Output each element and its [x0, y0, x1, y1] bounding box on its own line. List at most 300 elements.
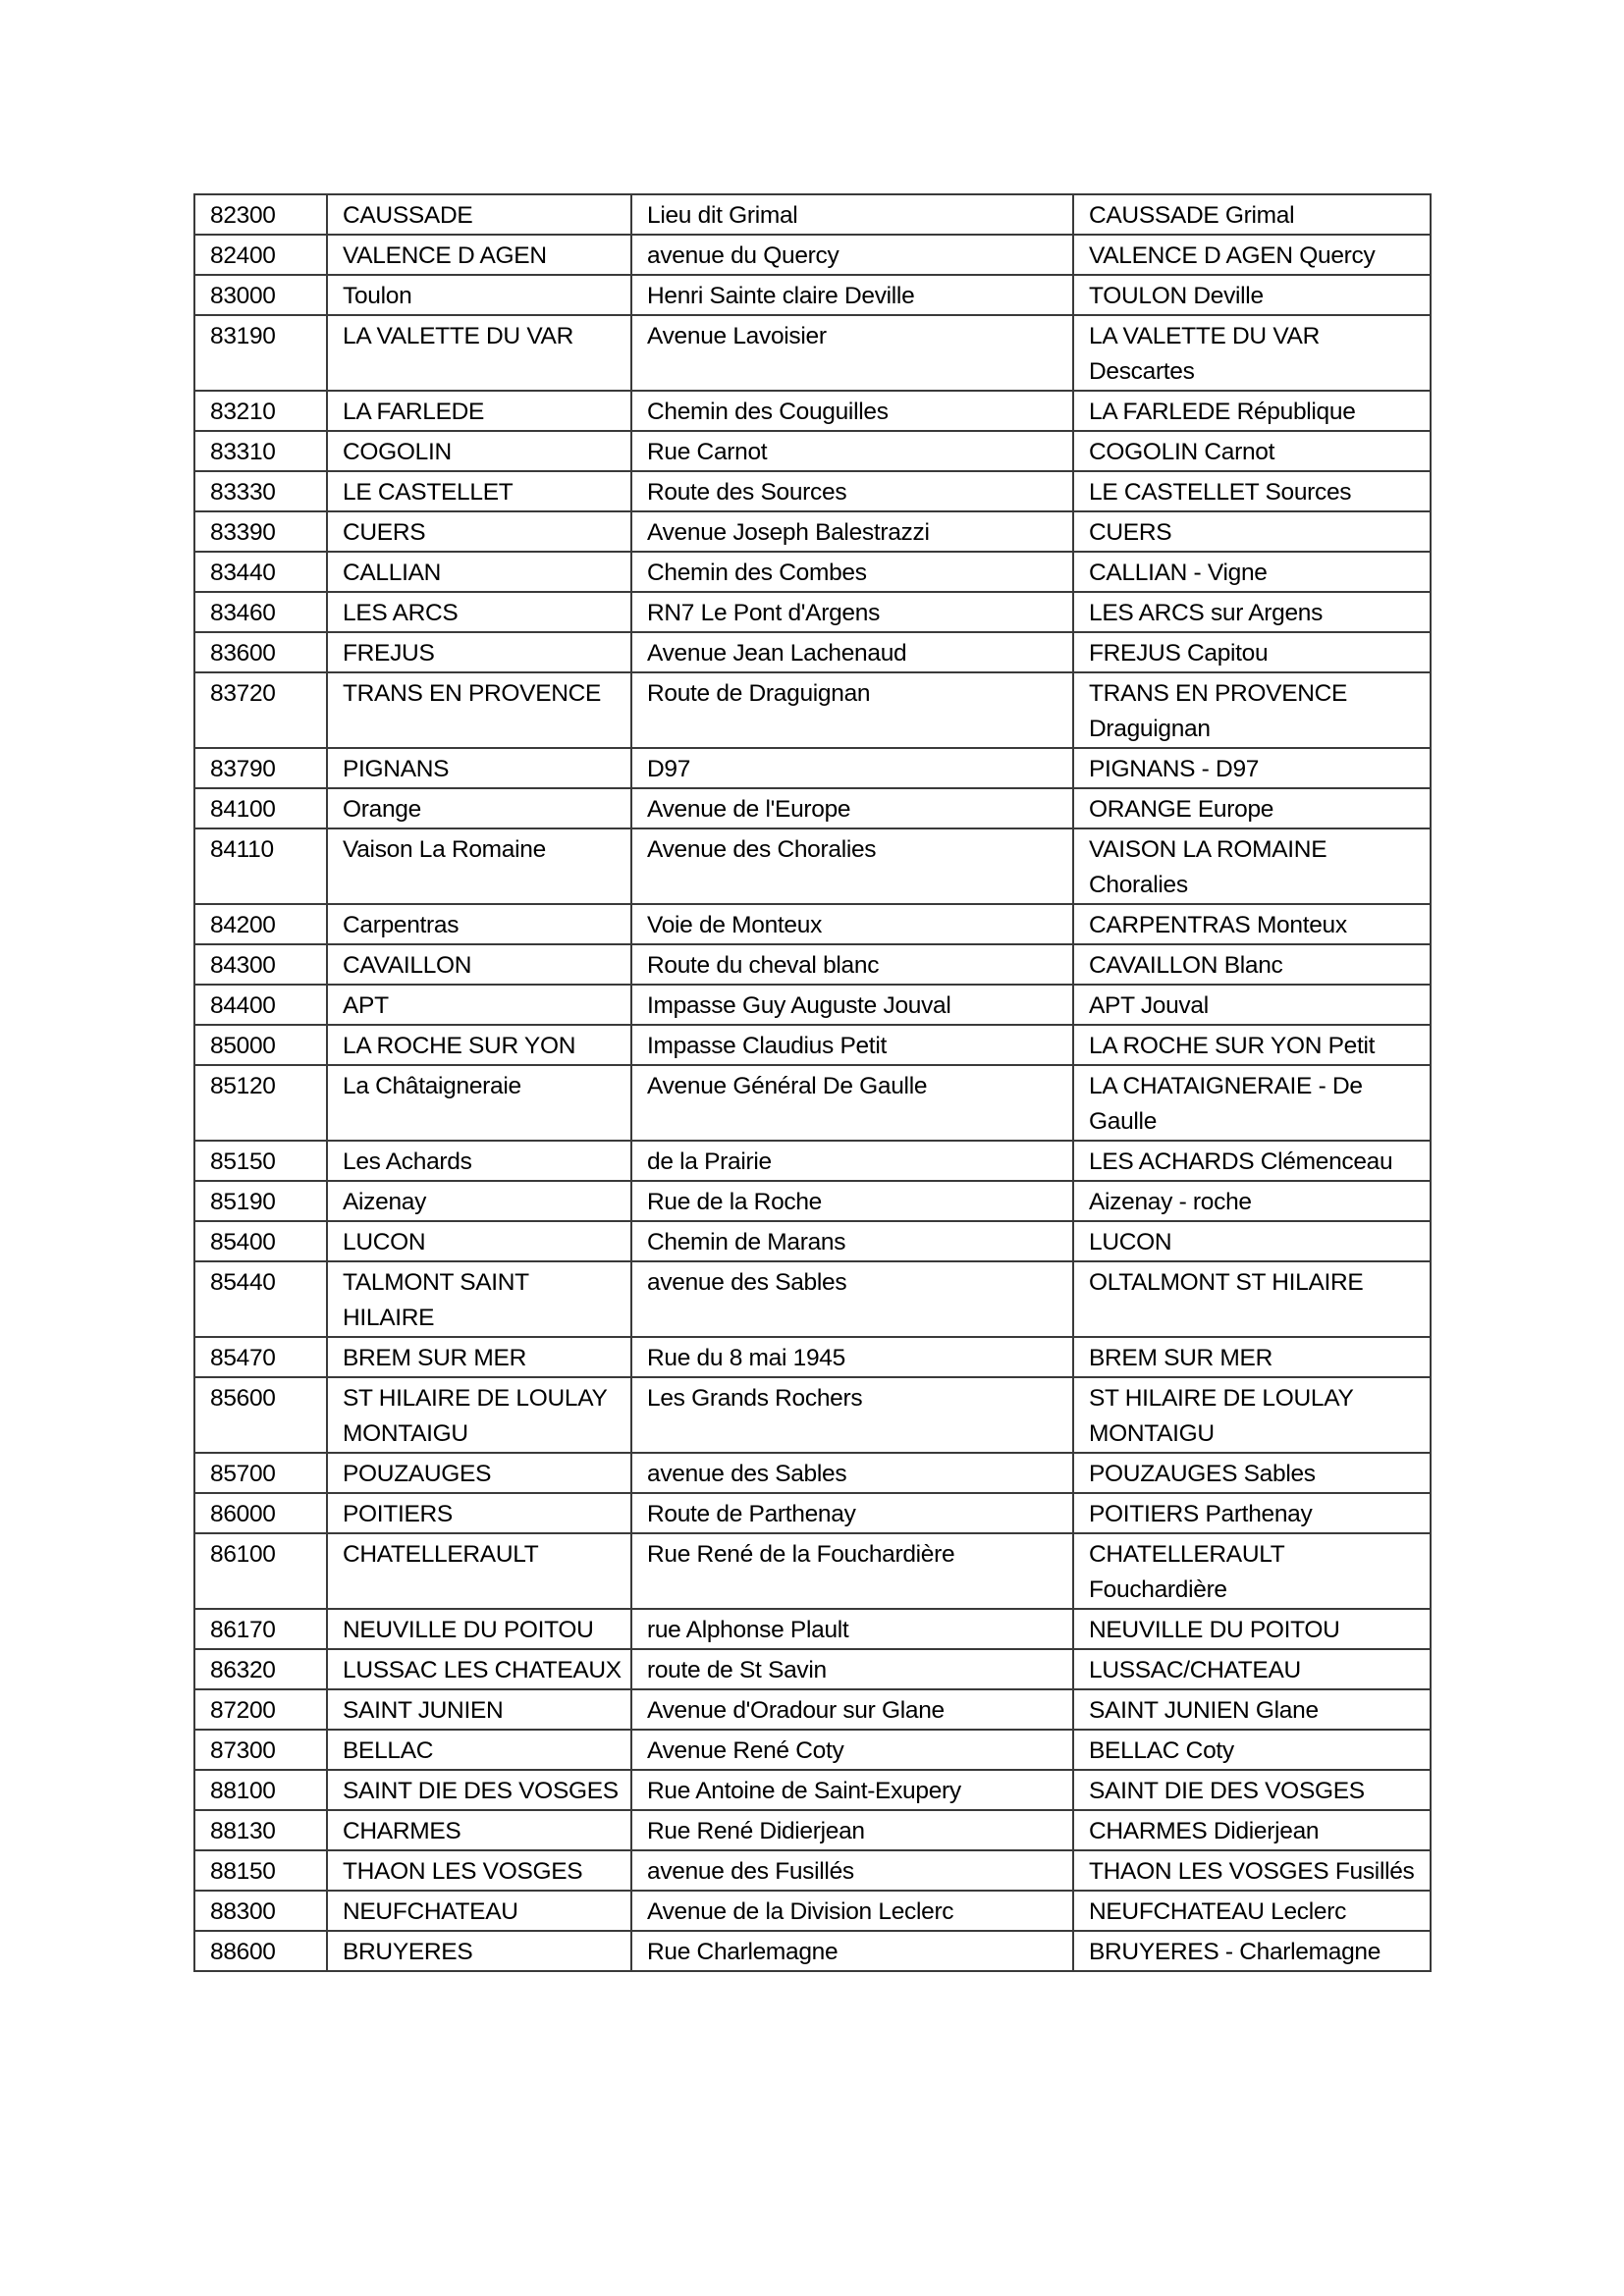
site-name-cell [1073, 1025, 1431, 1065]
postal-code-cell-text: 85190 [210, 1189, 276, 1215]
city-cell [327, 1377, 631, 1453]
site-name-cell [1073, 1337, 1431, 1377]
street-cell [631, 904, 1073, 944]
street-cell-text: Les Grands Rochers [647, 1385, 863, 1412]
city-cell [327, 1261, 631, 1337]
street-cell [631, 985, 1073, 1025]
postal-code-cell [194, 1533, 327, 1609]
city-cell [327, 944, 631, 985]
postal-code-cell [194, 1730, 327, 1770]
site-name-cell [1073, 471, 1431, 511]
postal-code-cell-text: 88130 [210, 1818, 276, 1844]
street-cell-text: Route du cheval blanc [647, 952, 880, 979]
city-cell [327, 235, 631, 275]
street-cell-text: Rue Antoine de Saint-Exupery [647, 1778, 961, 1804]
city-cell [327, 275, 631, 315]
postal-code-cell-text: 85400 [210, 1229, 276, 1255]
city-cell-text: CHARMES [343, 1818, 461, 1844]
city-cell [327, 592, 631, 632]
street-cell [631, 315, 1073, 391]
street-cell [631, 632, 1073, 672]
site-name-cell [1073, 1533, 1431, 1609]
postal-code-cell-text: 85470 [210, 1345, 276, 1371]
postal-code-cell-text: 88300 [210, 1898, 276, 1925]
site-name-cell [1073, 788, 1431, 828]
street-cell [631, 1181, 1073, 1221]
city-cell [327, 391, 631, 431]
street-cell [631, 471, 1073, 511]
site-name-cell [1073, 904, 1431, 944]
city-cell-text: BELLAC [343, 1737, 434, 1764]
site-name-cell-text: BRUYERES - Charlemagne [1089, 1939, 1381, 1965]
table-row [194, 1141, 1431, 1181]
site-name-cell-text: LUSSAC/CHATEAU [1089, 1657, 1301, 1683]
site-name-cell-text: CUERS [1089, 519, 1172, 546]
site-name-cell-text: LA CHATAIGNERAIE - De Gaulle [1089, 1073, 1363, 1135]
table-row [194, 1770, 1431, 1810]
street-cell [631, 944, 1073, 985]
postal-code-cell-text: 85440 [210, 1269, 276, 1296]
table-row [194, 632, 1431, 672]
postal-code-cell [194, 1065, 327, 1141]
table-row [194, 788, 1431, 828]
site-name-cell-text: POUZAUGES Sables [1089, 1461, 1316, 1487]
postal-code-cell-text: 85700 [210, 1461, 276, 1487]
city-cell [327, 1609, 631, 1649]
city-cell-text: CUERS [343, 519, 426, 546]
city-cell [327, 1649, 631, 1689]
table-row [194, 672, 1431, 748]
city-cell-text: FREJUS [343, 640, 435, 667]
site-name-cell-text: TRANS EN PROVENCE Draguignan [1089, 680, 1348, 742]
street-cell-text: Chemin des Couguilles [647, 399, 889, 425]
city-cell-text: LES ARCS [343, 600, 459, 626]
street-cell-text: Lieu dit Grimal [647, 202, 798, 229]
table-row [194, 1025, 1431, 1065]
site-name-cell [1073, 1141, 1431, 1181]
table-row [194, 1221, 1431, 1261]
table-row [194, 1181, 1431, 1221]
city-cell [327, 471, 631, 511]
table-row [194, 391, 1431, 431]
street-cell-text: Route des Sources [647, 479, 847, 506]
city-cell [327, 194, 631, 235]
city-cell-text: THAON LES VOSGES [343, 1858, 583, 1885]
street-cell [631, 1609, 1073, 1649]
table-row [194, 904, 1431, 944]
street-cell-text: Avenue Joseph Balestrazzi [647, 519, 930, 546]
street-cell-text: Voie de Monteux [647, 912, 823, 938]
site-name-cell-text: TOULON Deville [1089, 283, 1264, 309]
site-name-cell [1073, 194, 1431, 235]
city-cell [327, 788, 631, 828]
street-cell-text: Avenue Général De Gaulle [647, 1073, 928, 1099]
city-cell [327, 828, 631, 904]
site-name-cell [1073, 1891, 1431, 1931]
street-cell-text: Chemin des Combes [647, 560, 867, 586]
table-row [194, 1689, 1431, 1730]
street-cell-text: Rue Carnot [647, 439, 768, 465]
site-name-cell-text: ST HILAIRE DE LOULAY MONTAIGU [1089, 1385, 1354, 1447]
street-cell [631, 748, 1073, 788]
street-cell-text: D97 [647, 756, 691, 782]
city-cell-text: COGOLIN [343, 439, 452, 465]
table-row [194, 1261, 1431, 1337]
street-cell-text: Rue du 8 mai 1945 [647, 1345, 845, 1371]
table-row [194, 1730, 1431, 1770]
site-name-cell-text: CHARMES Didierjean [1089, 1818, 1320, 1844]
site-name-cell-text: SAINT JUNIEN Glane [1089, 1697, 1319, 1724]
street-cell-text: Impasse Guy Auguste Jouval [647, 992, 951, 1019]
city-cell [327, 1533, 631, 1609]
postal-code-cell-text: 83190 [210, 323, 276, 349]
city-cell [327, 1770, 631, 1810]
site-name-cell-text: POITIERS Parthenay [1089, 1501, 1313, 1527]
street-cell-text: de la Prairie [647, 1148, 772, 1175]
site-name-cell-text: PIGNANS - D97 [1089, 756, 1260, 782]
site-name-cell-text: OLTALMONT ST HILAIRE [1089, 1269, 1364, 1296]
street-cell-text: Route de Draguignan [647, 680, 871, 707]
postal-code-cell-text: 88600 [210, 1939, 276, 1965]
city-cell [327, 552, 631, 592]
street-cell [631, 672, 1073, 748]
street-cell-text: Avenue de la Division Leclerc [647, 1898, 954, 1925]
city-cell-text: CALLIAN [343, 560, 442, 586]
postal-code-cell-text: 88150 [210, 1858, 276, 1885]
street-cell [631, 511, 1073, 552]
table-row [194, 1453, 1431, 1493]
postal-code-cell [194, 552, 327, 592]
site-name-cell [1073, 1850, 1431, 1891]
site-name-cell [1073, 672, 1431, 748]
site-name-cell [1073, 944, 1431, 985]
site-name-cell-text: NEUFCHATEAU Leclerc [1089, 1898, 1347, 1925]
city-cell [327, 904, 631, 944]
city-cell [327, 1453, 631, 1493]
site-name-cell-text: CHATELLERAULT Fouchardière [1089, 1541, 1284, 1603]
site-name-cell-text: BELLAC Coty [1089, 1737, 1234, 1764]
street-cell [631, 1689, 1073, 1730]
city-cell-text: LA VALETTE DU VAR [343, 323, 573, 349]
street-cell-text: avenue du Quercy [647, 242, 839, 269]
table-row [194, 431, 1431, 471]
postal-code-cell-text: 84400 [210, 992, 276, 1019]
street-cell [631, 1730, 1073, 1770]
street-cell-text: Rue René de la Fouchardière [647, 1541, 955, 1568]
postal-code-cell [194, 315, 327, 391]
site-name-cell [1073, 315, 1431, 391]
street-cell [631, 235, 1073, 275]
street-cell [631, 1141, 1073, 1181]
postal-code-cell-text: 86170 [210, 1617, 276, 1643]
postal-code-cell [194, 1850, 327, 1891]
postal-code-cell-text: 83330 [210, 479, 276, 506]
street-cell-text: avenue des Sables [647, 1461, 847, 1487]
site-name-cell [1073, 1065, 1431, 1141]
site-name-cell-text: CARPENTRAS Monteux [1089, 912, 1347, 938]
city-cell [327, 1221, 631, 1261]
site-name-cell [1073, 552, 1431, 592]
postal-code-cell-text: 85150 [210, 1148, 276, 1175]
postal-code-cell-text: 85600 [210, 1385, 276, 1412]
street-cell [631, 194, 1073, 235]
postal-code-cell [194, 194, 327, 235]
table-row [194, 1931, 1431, 1971]
city-cell [327, 1931, 631, 1971]
table-row [194, 592, 1431, 632]
street-cell [631, 1931, 1073, 1971]
street-cell [631, 1770, 1073, 1810]
street-cell-text: avenue des Sables [647, 1269, 847, 1296]
city-cell-text: SAINT DIE DES VOSGES [343, 1778, 619, 1804]
city-cell [327, 748, 631, 788]
postal-code-cell [194, 748, 327, 788]
site-name-cell [1073, 748, 1431, 788]
table-row [194, 1609, 1431, 1649]
postal-code-cell [194, 592, 327, 632]
postal-code-cell [194, 1337, 327, 1377]
table-row [194, 1337, 1431, 1377]
postal-code-cell [194, 1181, 327, 1221]
city-cell [327, 1891, 631, 1931]
postal-code-cell [194, 985, 327, 1025]
city-cell-text: LA ROCHE SUR YON [343, 1033, 576, 1059]
table-row [194, 1533, 1431, 1609]
postal-code-cell [194, 1609, 327, 1649]
postal-code-cell [194, 431, 327, 471]
table-row [194, 1377, 1431, 1453]
street-cell-text: Avenue d'Oradour sur Glane [647, 1697, 945, 1724]
site-name-cell-text: CAVAILLON Blanc [1089, 952, 1283, 979]
postal-code-cell-text: 83440 [210, 560, 276, 586]
city-cell-text: Aizenay [343, 1189, 427, 1215]
site-name-cell-text: LA VALETTE DU VAR Descartes [1089, 323, 1320, 385]
postal-code-cell [194, 1891, 327, 1931]
city-cell [327, 1025, 631, 1065]
street-cell [631, 1337, 1073, 1377]
city-cell [327, 632, 631, 672]
city-cell-text: POUZAUGES [343, 1461, 492, 1487]
street-cell [631, 1810, 1073, 1850]
site-name-cell-text: CAUSSADE Grimal [1089, 202, 1295, 229]
postal-code-cell [194, 788, 327, 828]
site-name-cell [1073, 511, 1431, 552]
site-name-cell [1073, 1931, 1431, 1971]
postal-code-cell-text: 84300 [210, 952, 276, 979]
street-cell [631, 1025, 1073, 1065]
site-name-cell-text: SAINT DIE DES VOSGES [1089, 1778, 1365, 1804]
site-name-cell [1073, 1730, 1431, 1770]
table-row [194, 1493, 1431, 1533]
city-cell-text: CAUSSADE [343, 202, 473, 229]
table-row [194, 511, 1431, 552]
street-cell [631, 828, 1073, 904]
city-cell [327, 1689, 631, 1730]
street-cell-text: Avenue Jean Lachenaud [647, 640, 907, 667]
site-name-cell [1073, 391, 1431, 431]
site-name-cell [1073, 1181, 1431, 1221]
street-cell-text: Route de Parthenay [647, 1501, 856, 1527]
site-name-cell [1073, 592, 1431, 632]
postal-code-cell-text: 87300 [210, 1737, 276, 1764]
street-cell [631, 1377, 1073, 1453]
street-cell-text: Avenue René Coty [647, 1737, 844, 1764]
postal-code-cell [194, 1453, 327, 1493]
street-cell-text: RN7 Le Pont d'Argens [647, 600, 881, 626]
site-name-cell-text: VALENCE D AGEN Quercy [1089, 242, 1376, 269]
table-row [194, 1065, 1431, 1141]
street-cell [631, 275, 1073, 315]
postal-code-cell [194, 1025, 327, 1065]
city-cell-text: NEUVILLE DU POITOU [343, 1617, 594, 1643]
street-cell-text: Rue Charlemagne [647, 1939, 839, 1965]
postal-code-cell-text: 83000 [210, 283, 276, 309]
table-row [194, 828, 1431, 904]
city-cell-text: APT [343, 992, 389, 1019]
city-cell [327, 672, 631, 748]
table-row [194, 985, 1431, 1025]
city-cell-text: CAVAILLON [343, 952, 472, 979]
postal-code-cell [194, 1931, 327, 1971]
postal-code-cell-text: 85120 [210, 1073, 276, 1099]
postal-code-cell [194, 632, 327, 672]
street-cell-text: Rue René Didierjean [647, 1818, 865, 1844]
city-cell-text: NEUFCHATEAU [343, 1898, 518, 1925]
city-cell-text: POITIERS [343, 1501, 453, 1527]
street-cell [631, 1533, 1073, 1609]
postal-code-cell [194, 944, 327, 985]
postal-code-cell-text: 87200 [210, 1697, 276, 1724]
city-cell [327, 1337, 631, 1377]
site-name-cell-text: LA FARLEDE République [1089, 399, 1356, 425]
postal-code-cell [194, 1689, 327, 1730]
city-cell [327, 315, 631, 391]
postal-code-cell [194, 672, 327, 748]
postal-code-cell [194, 1377, 327, 1453]
street-cell [631, 1221, 1073, 1261]
site-name-cell [1073, 275, 1431, 315]
city-cell [327, 1181, 631, 1221]
site-name-cell [1073, 1453, 1431, 1493]
postal-code-cell-text: 88100 [210, 1778, 276, 1804]
site-name-cell [1073, 1609, 1431, 1649]
postal-code-cell-text: 84110 [210, 836, 274, 863]
postal-code-cell-text: 85000 [210, 1033, 276, 1059]
site-name-cell-text: ORANGE Europe [1089, 796, 1274, 823]
table-row [194, 1891, 1431, 1931]
site-name-cell-text: FREJUS Capitou [1089, 640, 1269, 667]
city-cell [327, 1730, 631, 1770]
street-cell-text: route de St Savin [647, 1657, 827, 1683]
postal-code-cell [194, 1649, 327, 1689]
city-cell [327, 1850, 631, 1891]
city-cell-text: BRUYERES [343, 1939, 473, 1965]
postal-code-cell-text: 82300 [210, 202, 276, 229]
street-cell-text: Avenue Lavoisier [647, 323, 827, 349]
site-name-cell-text: THAON LES VOSGES Fusillés [1089, 1858, 1415, 1885]
street-cell [631, 592, 1073, 632]
city-cell-text: CHATELLERAULT [343, 1541, 539, 1568]
site-name-cell [1073, 1689, 1431, 1730]
postal-code-cell-text: 84200 [210, 912, 276, 938]
site-name-cell [1073, 828, 1431, 904]
table-row [194, 194, 1431, 235]
postal-code-cell [194, 275, 327, 315]
street-cell-text: Chemin de Marans [647, 1229, 846, 1255]
postal-code-cell [194, 1221, 327, 1261]
city-cell-text: PIGNANS [343, 756, 450, 782]
site-name-cell-text: BREM SUR MER [1089, 1345, 1272, 1371]
city-cell-text: ST HILAIRE DE LOULAY MONTAIGU [343, 1385, 608, 1447]
site-name-cell [1073, 1810, 1431, 1850]
table-row [194, 552, 1431, 592]
street-cell-text: rue Alphonse Plault [647, 1617, 849, 1643]
postal-code-cell [194, 1810, 327, 1850]
city-cell-text: TALMONT SAINT HILAIRE [343, 1269, 529, 1331]
city-cell-text: LE CASTELLET [343, 479, 514, 506]
street-cell-text: Avenue des Choralies [647, 836, 877, 863]
city-cell-text: LA FARLEDE [343, 399, 485, 425]
city-cell-text: LUSSAC LES CHATEAUX [343, 1657, 622, 1683]
site-name-cell-text: NEUVILLE DU POITOU [1089, 1617, 1340, 1643]
table-row [194, 1850, 1431, 1891]
site-name-cell-text: Aizenay - roche [1089, 1189, 1252, 1215]
table-row [194, 1649, 1431, 1689]
street-cell-text: avenue des Fusillés [647, 1858, 854, 1885]
street-cell [631, 1891, 1073, 1931]
street-cell-text: Henri Sainte claire Deville [647, 283, 915, 309]
site-name-cell [1073, 235, 1431, 275]
street-cell [631, 1261, 1073, 1337]
site-name-cell-text: LE CASTELLET Sources [1089, 479, 1352, 506]
postal-code-cell [194, 1493, 327, 1533]
city-cell-text: Toulon [343, 283, 412, 309]
city-cell-text: Carpentras [343, 912, 460, 938]
site-name-cell [1073, 1649, 1431, 1689]
city-cell-text: VALENCE D AGEN [343, 242, 547, 269]
city-cell [327, 1141, 631, 1181]
site-name-cell-text: LUCON [1089, 1229, 1172, 1255]
city-cell-text: BREM SUR MER [343, 1345, 526, 1371]
postal-code-cell-text: 83720 [210, 680, 276, 707]
site-name-cell-text: COGOLIN Carnot [1089, 439, 1275, 465]
postal-code-cell [194, 511, 327, 552]
postal-code-cell [194, 828, 327, 904]
postal-code-cell [194, 1770, 327, 1810]
postal-code-cell-text: 83600 [210, 640, 276, 667]
street-cell [631, 552, 1073, 592]
city-cell [327, 431, 631, 471]
city-cell-text: LUCON [343, 1229, 426, 1255]
street-cell-text: Avenue de l'Europe [647, 796, 851, 823]
street-cell [631, 1649, 1073, 1689]
table-row [194, 235, 1431, 275]
site-name-cell [1073, 632, 1431, 672]
street-cell-text: Impasse Claudius Petit [647, 1033, 887, 1059]
postal-code-cell-text: 83390 [210, 519, 276, 546]
site-name-cell-text: CALLIAN - Vigne [1089, 560, 1268, 586]
city-cell-text: Vaison La Romaine [343, 836, 546, 863]
postal-code-cell-text: 84100 [210, 796, 276, 823]
city-cell [327, 1065, 631, 1141]
postal-code-cell-text: 83210 [210, 399, 276, 425]
site-name-cell [1073, 1261, 1431, 1337]
postal-code-cell-text: 86000 [210, 1501, 276, 1527]
postal-code-cell-text: 86100 [210, 1541, 276, 1568]
street-cell [631, 431, 1073, 471]
site-name-cell [1073, 1493, 1431, 1533]
postal-code-cell-text: 83460 [210, 600, 276, 626]
